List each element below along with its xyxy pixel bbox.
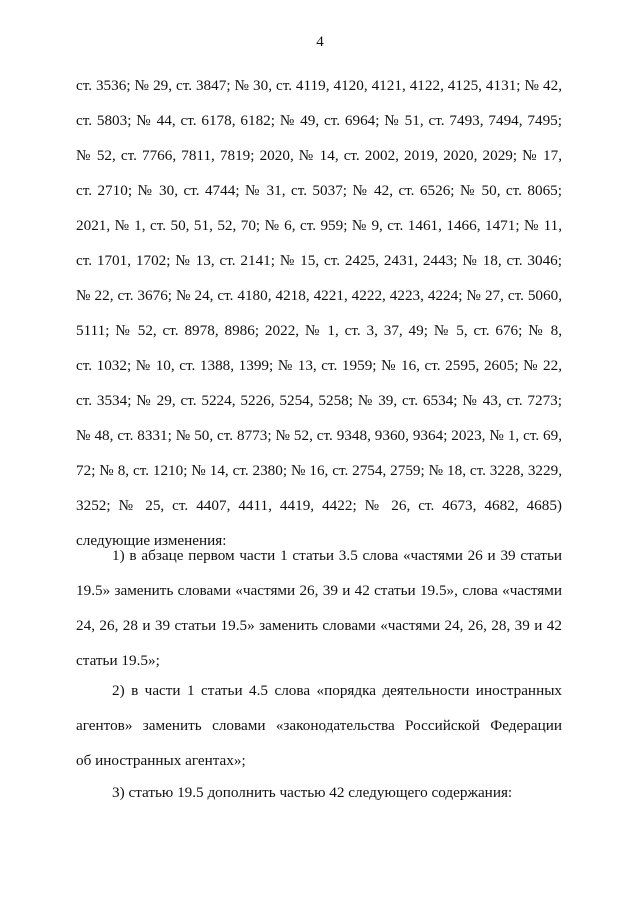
- text-line: агентов» заменить словами «законодательства Российской Федерации: [76, 717, 562, 734]
- text-line: об иностранных агентах»;: [76, 752, 246, 769]
- page-number: 4: [316, 34, 324, 50]
- text-line: 2021, № 1, ст. 50, 51, 52, 70; № 6, ст. 959; № 9, ст. 1461, 1466, 1471; № 11,: [76, 217, 562, 234]
- text-line: 1) в абзаце первом части 1 статьи 3.5 слова «частями 26 и 39 статьи: [112, 547, 562, 564]
- text-line: № 48, ст. 8331; № 50, ст. 8773; № 52, ст. 9348, 9360, 9364; 2023, № 1, ст. 69,: [76, 427, 562, 444]
- text-line: ст. 5803; № 44, ст. 6178, 6182; № 49, ст. 6964; № 51, ст. 7493, 7494, 7495;: [76, 112, 562, 129]
- references-paragraph: [76, 68, 562, 558]
- amendment-item-1: [76, 538, 562, 678]
- text-line: № 22, ст. 3676; № 24, ст. 4180, 4218, 4221, 4222, 4223, 4224; № 27, ст. 5060,: [76, 287, 562, 304]
- text-line: 72; № 8, ст. 1210; № 14, ст. 2380; № 16, ст. 2754, 2759; № 18, ст. 3228, 3229,: [76, 462, 562, 479]
- text-line: ст. 3536; № 29, ст. 3847; № 30, ст. 4119, 4120, 4121, 4122, 4125, 4131; № 42,: [76, 77, 562, 94]
- text-line: 2) в части 1 статьи 4.5 слова «порядка деятельности иностранных: [112, 682, 562, 699]
- text-line: ст. 3534; № 29, ст. 5224, 5226, 5254, 5258; № 39, ст. 6534; № 43, ст. 7273;: [76, 392, 562, 409]
- text-line: 5111; № 52, ст. 8978, 8986; 2022, № 1, ст. 3, 37, 49; № 5, ст. 676; № 8,: [76, 322, 562, 339]
- text-line: 3) статью 19.5 дополнить частью 42 следующего содержания:: [112, 784, 513, 801]
- text-line: № 52, ст. 7766, 7811, 7819; 2020, № 14, ст. 2002, 2019, 2020, 2029; № 17,: [76, 147, 562, 164]
- amendment-item-3: [76, 775, 562, 810]
- text-line: 24, 26, 28 и 39 статьи 19.5» заменить словами «частями 24, 26, 28, 39 и 42: [76, 617, 562, 634]
- text-line: 3252; № 25, ст. 4407, 4411, 4419, 4422; № 26, ст. 4673, 4682, 4685): [76, 497, 562, 514]
- text-line: статьи 19.5»;: [76, 652, 160, 669]
- text-line: ст. 1032; № 10, ст. 1388, 1399; № 13, ст. 1959; № 16, ст. 2595, 2605; № 22,: [76, 357, 562, 374]
- text-line: ст. 2710; № 30, ст. 4744; № 31, ст. 5037; № 42, ст. 6526; № 50, ст. 8065;: [76, 182, 562, 199]
- text-line: 19.5» заменить словами «частями 26, 39 и 42 статьи 19.5», слова «частями: [76, 582, 562, 599]
- text-line: следующие изменения:: [76, 532, 227, 549]
- text-line: ст. 1701, 1702; № 13, ст. 2141; № 15, ст. 2425, 2431, 2443; № 18, ст. 3046;: [76, 252, 562, 269]
- amendment-item-2: [76, 673, 562, 778]
